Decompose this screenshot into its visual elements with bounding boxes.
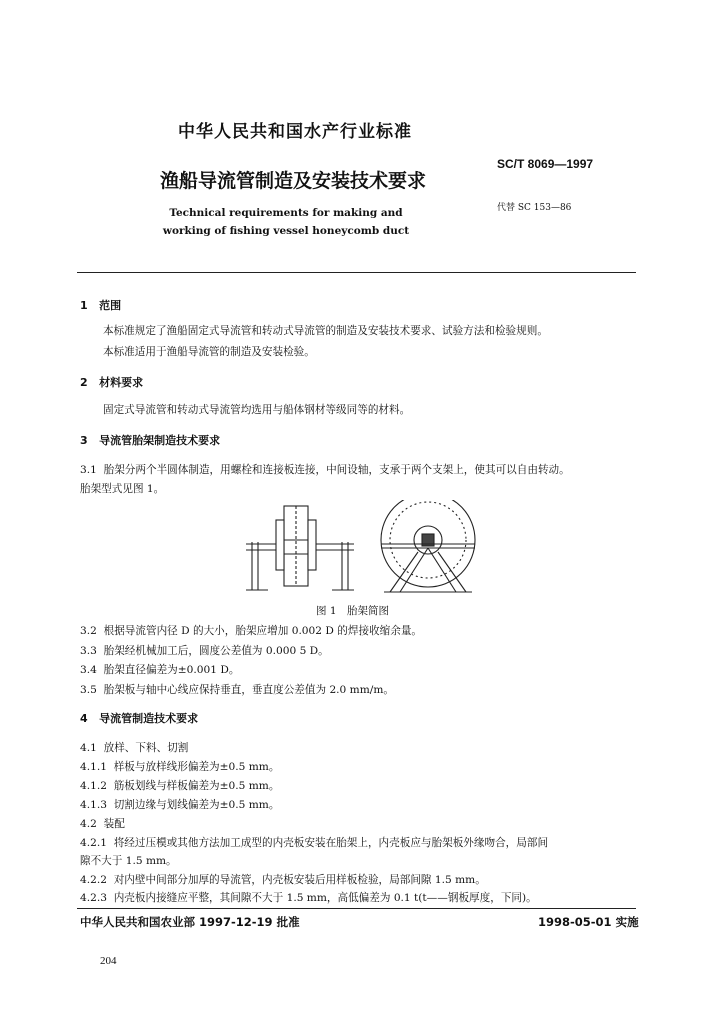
clause-3-2 (80, 623, 422, 638)
standard-code: SC/T 8069—1997 (497, 157, 594, 171)
section-title: 材料要求 (99, 376, 144, 389)
clause-4-1 (80, 740, 188, 755)
clause-text: 样板与放样线形偏差为±0.5 mm。 (113, 761, 280, 773)
section-2-paragraph-1: 固定式导流管和转动式导流管均选用与船体钢材等级同等的材料。 (103, 404, 411, 416)
clause-4-2-3 (80, 890, 537, 905)
clause-number: 4.1.1 (80, 761, 107, 773)
clause-text: 放样、下料、切割 (103, 742, 189, 754)
clause-text: 对内壁中间部分加厚的导流管，内壳板安装后用样板检验，局部间隙 1.5 mm。 (113, 874, 486, 886)
clause-3-1-continued: 胎架型式见图 1。 (80, 483, 165, 495)
clause-4-1-1 (80, 759, 279, 774)
clause-text: 装配 (103, 818, 125, 830)
figure-1-frame-diagram (244, 500, 484, 600)
section-3-heading (80, 432, 220, 448)
section-number: 3 (80, 434, 88, 447)
section-1-heading (80, 297, 121, 313)
section-2-heading (80, 374, 143, 390)
title-en-line1: Technical requirements for making and (169, 207, 403, 219)
issuing-organization: 中华人民共和国水产行业标准 (178, 122, 412, 142)
section-number: 4 (80, 712, 88, 725)
clause-text: 胎架经机械加工后，圆度公差值为 0.000 5 D。 (103, 645, 329, 657)
clause-text: 切割边缘与划线偏差为±0.5 mm。 (113, 799, 280, 811)
clause-text: 内壳板内接缝应平整，其间隙不大于 1.5 mm，高低偏差为 0.1 t(t——钢板厚度，下同)。 (113, 892, 537, 904)
clause-number: 4.2.1 (80, 837, 107, 849)
clause-number: 3.5 (80, 684, 97, 696)
figure-1-caption: 图 1 胎架简图 (316, 605, 390, 617)
clause-4-1-3 (80, 797, 279, 812)
clause-text: 将经过压模或其他方法加工成型的内壳板安装在胎架上，内壳板应与胎架板外缘吻合，局部间 (113, 837, 549, 849)
section-number: 1 (80, 299, 88, 312)
title-en-line2: working of fishing vessel honeycomb duct (162, 225, 410, 237)
document-title-cn: 渔船导流管制造及安装技术要求 (160, 170, 427, 192)
clause-number: 4.2 (80, 818, 97, 830)
page-number: 204 (100, 955, 117, 967)
effective-date: 1998-05-01 实施 (538, 915, 639, 929)
clause-text: 胎架板与轴中心线应保持垂直，垂直度公差值为 2.0 mm/m。 (103, 684, 394, 696)
header-divider (77, 272, 636, 273)
clause-number: 3.2 (80, 625, 97, 637)
section-4-heading (80, 710, 198, 726)
clause-3-4 (80, 662, 239, 677)
clause-number: 3.1 (80, 464, 97, 476)
footer-divider (77, 908, 636, 909)
clause-number: 4.1.3 (80, 799, 107, 811)
section-title: 导流管制造技术要求 (99, 712, 199, 725)
clause-number: 4.1.2 (80, 780, 107, 792)
clause-number: 4.1 (80, 742, 97, 754)
clause-number: 4.2.3 (80, 892, 107, 904)
approval-date: 中华人民共和国农业部 1997-12-19 批准 (80, 915, 300, 929)
clause-4-2-1-continued: 隙不大于 1.5 mm。 (80, 855, 177, 867)
front-view (381, 500, 475, 592)
clause-3-5 (80, 682, 394, 697)
section-1-paragraph-2: 本标准适用于渔船导流管的制造及安装检验。 (103, 346, 315, 358)
section-1-paragraph-1: 本标准规定了渔船固定式导流管和转动式导流管的制造及安装技术要求、试验方法和检验规则。 (103, 325, 548, 337)
clause-text: 胎架直径偏差为±0.001 D。 (103, 664, 240, 676)
clause-text: 根据导流管内径 D 的大小，胎架应增加 0.002 D 的焊接收缩余量。 (103, 625, 423, 637)
section-title: 范围 (99, 299, 122, 312)
clause-4-2-2 (80, 872, 486, 887)
side-view (246, 506, 354, 590)
document-title-en (160, 204, 412, 240)
clause-3-3 (80, 643, 329, 658)
clause-number: 3.3 (80, 645, 97, 657)
section-number: 2 (80, 376, 88, 389)
replaces-standard: 代替 SC 153—86 (497, 203, 572, 213)
clause-4-1-2 (80, 778, 279, 793)
clause-4-2-1 (80, 835, 548, 850)
clause-number: 3.4 (80, 664, 97, 676)
clause-3-1 (80, 462, 570, 477)
clause-text: 胎架分两个半圆体制造，用螺栓和连接板连接，中间设轴，支承于两个支架上，使其可以自由转动。 (103, 464, 570, 476)
clause-number: 4.2.2 (80, 874, 107, 886)
clause-text: 筋板划线与样板偏差为±0.5 mm。 (113, 780, 280, 792)
section-title: 导流管胎架制造技术要求 (99, 434, 221, 447)
clause-4-2 (80, 816, 125, 831)
